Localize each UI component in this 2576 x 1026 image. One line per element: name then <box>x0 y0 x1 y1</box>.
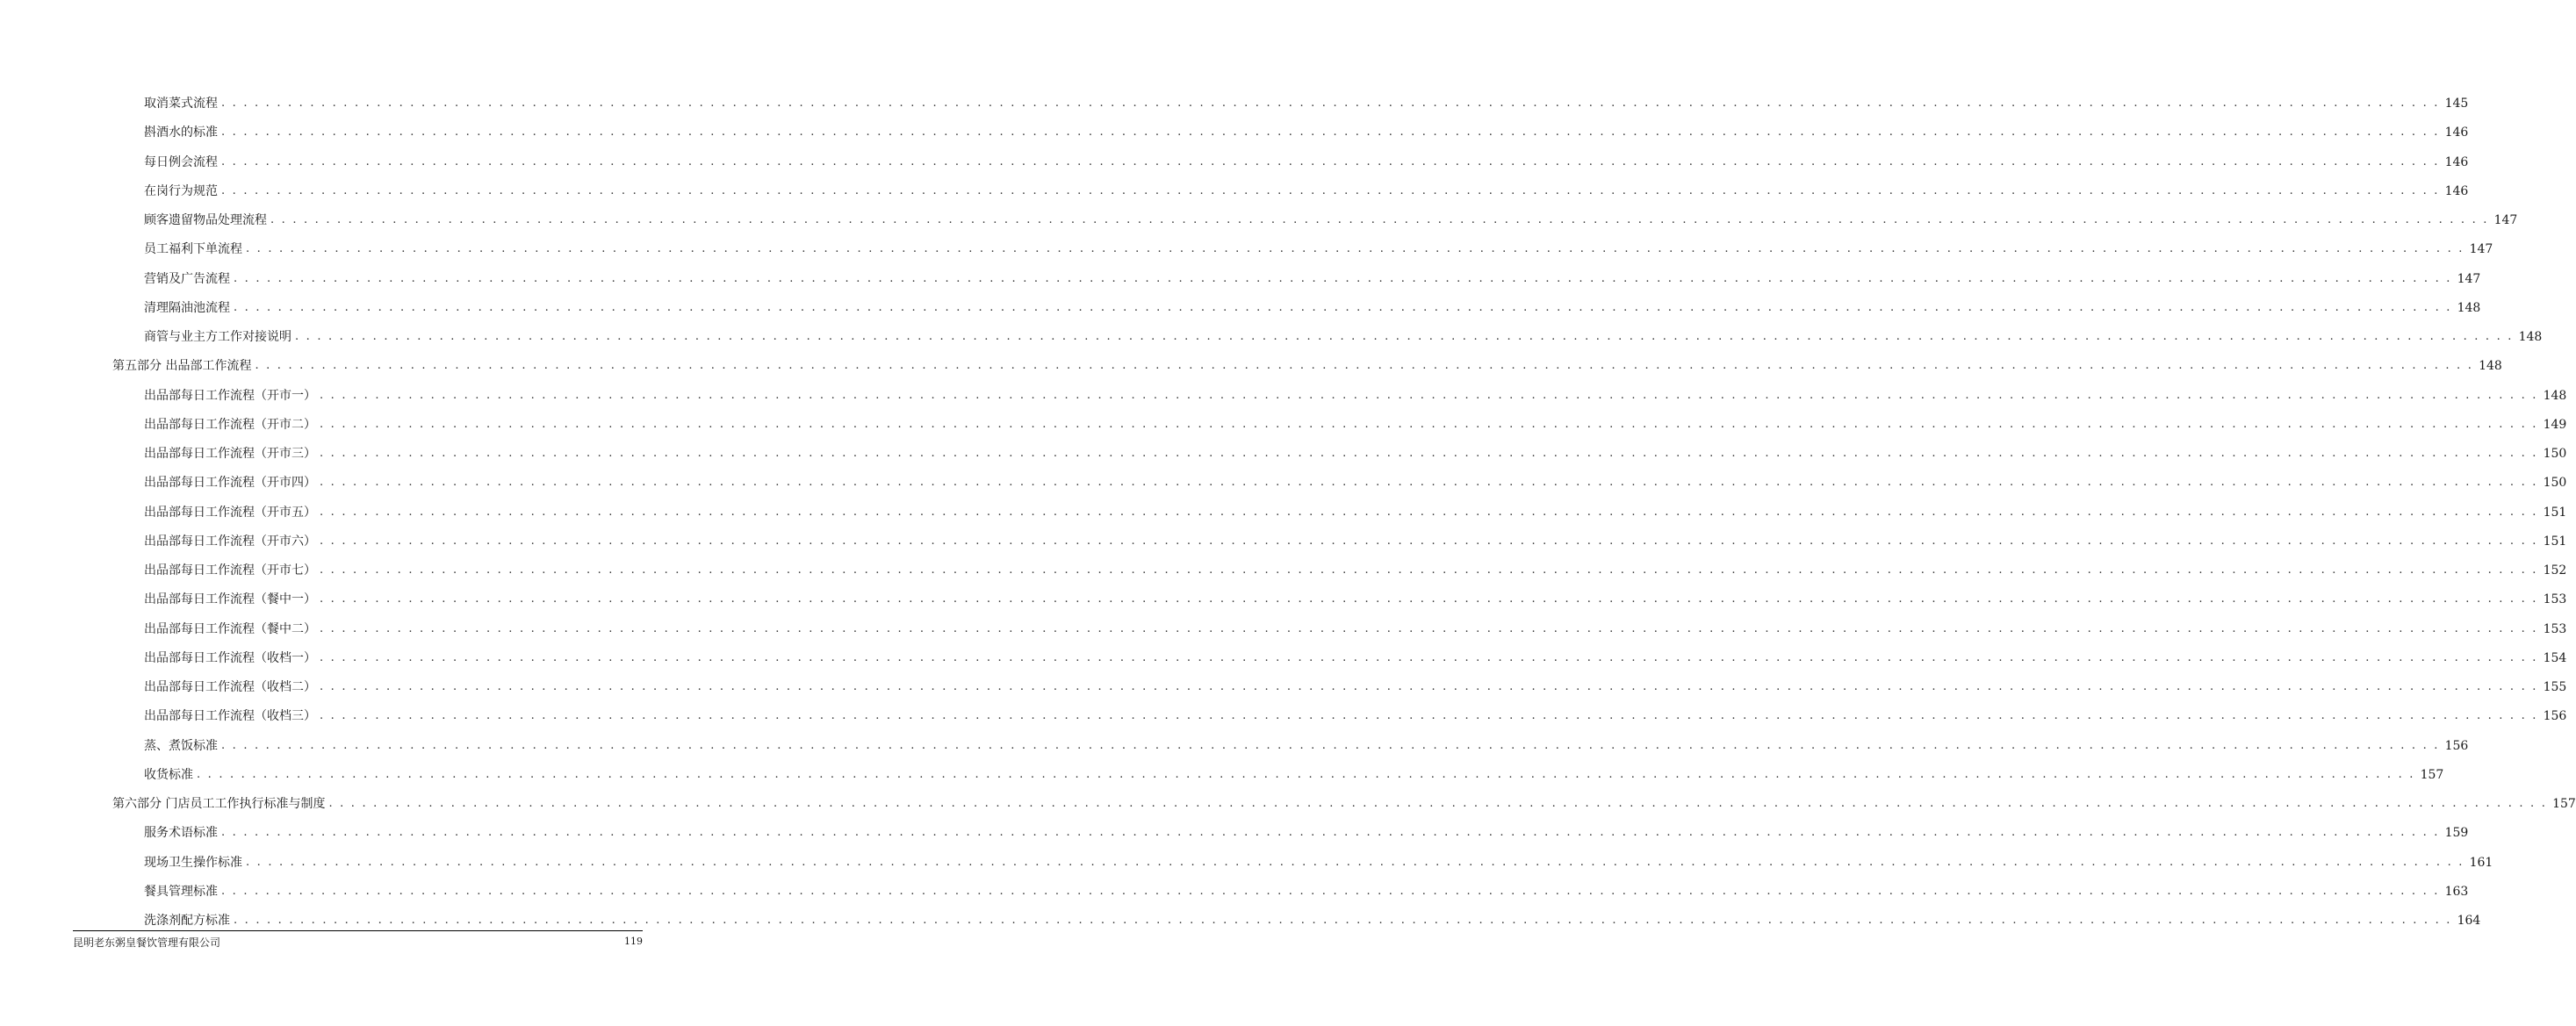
toc-entry-page: 154 <box>2543 650 2567 665</box>
toc-entry-page: 145 <box>2444 97 2469 111</box>
toc-entry-title: 出品部每日工作流程（开市六） <box>144 534 316 549</box>
toc-entry-title: 第五部分 出品部工作流程 <box>112 359 252 374</box>
toc-dot-leader: . . . . . . . . . . . . . . . . . . . . . . . . . . . . . . . . . . . . . . . . . . . . . . . . . . . . . . . . . . . . . . . . . . . . . . . . . . . . . . . . . . . . . . . . . . . . . . . . . . . . . . . . . . . . . . . . . . . . . . . . . . . . . . . . . . . . . . . . . . . . . . . . . . . . . . . . . . . . . . . . . . . . . . . . . . . . . . . . . . . . . . . . . . . . . . . . . . . . . . . . <box>246 242 2464 256</box>
toc-entry-page: 153 <box>2543 621 2567 636</box>
toc-entry-title: 清理隔油池流程 <box>144 300 230 315</box>
toc-dot-leader: . . . . . . . . . . . . . . . . . . . . . . . . . . . . . . . . . . . . . . . . . . . . . . . . . . . . . . . . . . . . . . . . . . . . . . . . . . . . . . . . . . . . . . . . . . . . . . . . . . . . . . . . . . . . . . . . . . . . . . . . . . . . . . . . . . . . . . . . . . . . . . . . . . . . . . . . . . . . . . . . . . . . . . . . . . . . . . . . . . . . . . . . . . . . . . . . . . . . . . . . <box>320 650 2538 664</box>
toc-entry-title: 在岗行为规范 <box>144 183 218 198</box>
toc-entry-title: 出品部每日工作流程（开市四） <box>144 476 316 491</box>
toc-entry-title: 斟酒水的标准 <box>144 126 218 140</box>
footer-company-name: 昆明老东粥皇餐饮管理有限公司 <box>73 936 221 949</box>
toc-entry[interactable] <box>144 618 2567 637</box>
toc-entry-title: 员工福利下单流程 <box>144 242 242 257</box>
toc-entry[interactable] <box>144 851 2493 871</box>
toc-dot-leader: . . . . . . . . . . . . . . . . . . . . . . . . . . . . . . . . . . . . . . . . . . . . . . . . . . . . . . . . . . . . . . . . . . . . . . . . . . . . . . . . . . . . . . . . . . . . . . . . . . . . . . . . . . . . . . . . . . . . . . . . . . . . . . . . . . . . . . . . . . . . . . . . . . . . . . . . . . . . . . . . . . . . . . . . . . . . . . . . . . . . . . . . . . . . . . . . . . . . . . . . <box>320 534 2538 548</box>
toc-dot-leader: . . . . . . . . . . . . . . . . . . . . . . . . . . . . . . . . . . . . . . . . . . . . . . . . . . . . . . . . . . . . . . . . . . . . . . . . . . . . . . . . . . . . . . . . . . . . . . . . . . . . . . . . . . . . . . . . . . . . . . . . . . . . . . . . . . . . . . . . . . . . . . . . . . . . . . . . . . . . . . . . . . . . . . . . . . . . . . . . . . . . . . . . . . . . . . . . . . . . . . . . <box>270 213 2489 226</box>
toc-entry[interactable] <box>144 297 2481 316</box>
toc-entry-page: 150 <box>2543 476 2567 491</box>
toc-entry-title: 蒸、煮饭标准 <box>144 738 218 753</box>
toc-part-heading[interactable] <box>112 793 2576 812</box>
toc-entry[interactable] <box>144 764 2444 783</box>
toc-entry-page: 150 <box>2543 447 2567 461</box>
toc-entry[interactable] <box>144 442 2567 462</box>
toc-dot-leader: . . . . . . . . . . . . . . . . . . . . . . . . . . . . . . . . . . . . . . . . . . . . . . . . . . . . . . . . . . . . . . . . . . . . . . . . . . . . . . . . . . . . . . . . . . . . . . . . . . . . . . . . . . . . . . . . . . . . . . . . . . . . . . . . . . . . . . . . . . . . . . . . . . . . . . . . . . . . . . . . . . . . . . . . . . . . . . . . . . . . . . . . . . . . . . . . . . . . . . . . <box>320 621 2538 635</box>
toc-entry-page: 147 <box>2493 213 2518 227</box>
toc-entry-page: 157 <box>2552 797 2576 811</box>
toc-dot-leader: . . . . . . . . . . . . . . . . . . . . . . . . . . . . . . . . . . . . . . . . . . . . . . . . . . . . . . . . . . . . . . . . . . . . . . . . . . . . . . . . . . . . . . . . . . . . . . . . . . . . . . . . . . . . . . . . . . . . . . . . . . . . . . . . . . . . . . . . . . . . . . . . . . . . . . . . . . . . . . . . . . . . . . . . . . . . . . . . . . . . . . . . . . . . . . . . . . . . . . . . <box>295 330 2514 343</box>
toc-entry-title: 每日例会流程 <box>144 154 218 169</box>
toc-entry-title: 现场卫生操作标准 <box>144 855 242 870</box>
toc-entry-title: 收货标准 <box>144 767 193 782</box>
toc-entry[interactable] <box>144 647 2567 666</box>
toc-entry-title: 出品部每日工作流程（开市一） <box>144 388 316 403</box>
toc-entry-title: 洗涤剂配方标准 <box>144 914 230 928</box>
toc-entry-page: 159 <box>2444 826 2469 841</box>
toc-entry-page: 156 <box>2543 709 2567 724</box>
toc-dot-leader: . . . . . . . . . . . . . . . . . . . . . . . . . . . . . . . . . . . . . . . . . . . . . . . . . . . . . . . . . . . . . . . . . . . . . . . . . . . . . . . . . . . . . . . . . . . . . . . . . . . . . . . . . . . . . . . . . . . . . . . . . . . . . . . . . . . . . . . . . . . . . . . . . . . . . . . . . . . . . . . . . . . . . . . . . . . . . . . . . . . . . . . . . . . . . . . . . . . . . . . . <box>320 563 2538 577</box>
toc-entry[interactable] <box>144 209 2518 228</box>
toc-dot-leader: . . . . . . . . . . . . . . . . . . . . . . . . . . . . . . . . . . . . . . . . . . . . . . . . . . . . . . . . . . . . . . . . . . . . . . . . . . . . . . . . . . . . . . . . . . . . . . . . . . . . . . . . . . . . . . . . . . . . . . . . . . . . . . . . . . . . . . . . . . . . . . . . . . . . . . . . . . . . . . . . . . . . . . . . . . . . . . . . . . . . . . . . . . . . . . . . . . . . . . . . <box>221 97 2440 110</box>
toc-entry-page: 151 <box>2543 534 2567 549</box>
toc-entry-page: 147 <box>2457 271 2481 286</box>
toc-entry-title: 出品部每日工作流程（餐中二） <box>144 621 316 636</box>
toc-part-heading[interactable] <box>112 355 2502 374</box>
toc-entry[interactable] <box>144 471 2567 491</box>
toc-entry-page: 146 <box>2444 183 2469 198</box>
toc-dot-leader: . . . . . . . . . . . . . . . . . . . . . . . . . . . . . . . . . . . . . . . . . . . . . . . . . . . . . . . . . . . . . . . . . . . . . . . . . . . . . . . . . . . . . . . . . . . . . . . . . . . . . . . . . . . . . . . . . . . . . . . . . . . . . . . . . . . . . . . . . . . . . . . . . . . . . . . . . . . . . . . . . . . . . . . . . . . . . . . . . . . . . . . . . . . . . . . . . . . . . . . . <box>320 388 2538 402</box>
toc-entry-title: 出品部每日工作流程（开市二） <box>144 417 316 432</box>
toc-entry-page: 153 <box>2543 592 2567 607</box>
toc-dot-leader: . . . . . . . . . . . . . . . . . . . . . . . . . . . . . . . . . . . . . . . . . . . . . . . . . . . . . . . . . . . . . . . . . . . . . . . . . . . . . . . . . . . . . . . . . . . . . . . . . . . . . . . . . . . . . . . . . . . . . . . . . . . . . . . . . . . . . . . . . . . . . . . . . . . . . . . . . . . . . . . . . . . . . . . . . . . . . . . . . . . . . . . . . . . . . . . . . . . . . . . . <box>320 476 2538 490</box>
toc-entry-page: 156 <box>2444 738 2469 753</box>
toc-entry-title: 营销及广告流程 <box>144 271 230 286</box>
toc-dot-leader: . . . . . . . . . . . . . . . . . . . . . . . . . . . . . . . . . . . . . . . . . . . . . . . . . . . . . . . . . . . . . . . . . . . . . . . . . . . . . . . . . . . . . . . . . . . . . . . . . . . . . . . . . . . . . . . . . . . . . . . . . . . . . . . . . . . . . . . . . . . . . . . . . . . . . . . . . . . . . . . . . . . . . . . . . . . . . . . . . . . . . . . . . . . . . . . . . . . . . . . . <box>320 680 2538 693</box>
toc-dot-leader: . . . . . . . . . . . . . . . . . . . . . . . . . . . . . . . . . . . . . . . . . . . . . . . . . . . . . . . . . . . . . . . . . . . . . . . . . . . . . . . . . . . . . . . . . . . . . . . . . . . . . . . . . . . . . . . . . . . . . . . . . . . . . . . . . . . . . . . . . . . . . . . . . . . . . . . . . . . . . . . . . . . . . . . . . . . . . . . . . . . . . . . . . . . . . . . . . . . . . . . . <box>234 271 2452 285</box>
toc-entry-page: 161 <box>2469 855 2493 870</box>
toc-entry[interactable] <box>144 92 2469 111</box>
toc-dot-leader: . . . . . . . . . . . . . . . . . . . . . . . . . . . . . . . . . . . . . . . . . . . . . . . . . . . . . . . . . . . . . . . . . . . . . . . . . . . . . . . . . . . . . . . . . . . . . . . . . . . . . . . . . . . . . . . . . . . . . . . . . . . . . . . . . . . . . . . . . . . . . . . . . . . . . . . . . . . . . . . . . . . . . . . . . . . . . . . . . . . . . . . . . . . . . . . . . . . . . . . . <box>221 884 2440 898</box>
toc-dot-leader: . . . . . . . . . . . . . . . . . . . . . . . . . . . . . . . . . . . . . . . . . . . . . . . . . . . . . . . . . . . . . . . . . . . . . . . . . . . . . . . . . . . . . . . . . . . . . . . . . . . . . . . . . . . . . . . . . . . . . . . . . . . . . . . . . . . . . . . . . . . . . . . . . . . . . . . . . . . . . . . . . . . . . . . . . . . . . . . . . . . . . . . . . . . . . . . . . . . . . . . . <box>221 738 2440 752</box>
toc-dot-leader: . . . . . . . . . . . . . . . . . . . . . . . . . . . . . . . . . . . . . . . . . . . . . . . . . . . . . . . . . . . . . . . . . . . . . . . . . . . . . . . . . . . . . . . . . . . . . . . . . . . . . . . . . . . . . . . . . . . . . . . . . . . . . . . . . . . . . . . . . . . . . . . . . . . . . . . . . . . . . . . . . . . . . . . . . . . . . . . . . . . . . . . . . . . . . . . . . . . . . . . . <box>255 359 2474 373</box>
toc-entry[interactable] <box>144 880 2469 900</box>
toc-entry-title: 出品部每日工作流程（开市三） <box>144 447 316 461</box>
toc-entry-page: 147 <box>2469 242 2493 257</box>
toc-entry[interactable] <box>144 501 2567 520</box>
toc-entry[interactable] <box>144 822 2469 841</box>
toc-entry-title: 出品部每日工作流程（餐中一） <box>144 592 316 607</box>
toc-entry-title: 餐具管理标准 <box>144 884 218 899</box>
toc-dot-leader: . . . . . . . . . . . . . . . . . . . . . . . . . . . . . . . . . . . . . . . . . . . . . . . . . . . . . . . . . . . . . . . . . . . . . . . . . . . . . . . . . . . . . . . . . . . . . . . . . . . . . . . . . . . . . . . . . . . . . . . . . . . . . . . . . . . . . . . . . . . . . . . . . . . . . . . . . . . . . . . . . . . . . . . . . . . . . . . . . . . . . . . . . . . . . . . . . . . . . . . . <box>246 855 2464 869</box>
toc-entry-page: 148 <box>2518 330 2543 344</box>
toc-dot-leader: . . . . . . . . . . . . . . . . . . . . . . . . . . . . . . . . . . . . . . . . . . . . . . . . . . . . . . . . . . . . . . . . . . . . . . . . . . . . . . . . . . . . . . . . . . . . . . . . . . . . . . . . . . . . . . . . . . . . . . . . . . . . . . . . . . . . . . . . . . . . . . . . . . . . . . . . . . . . . . . . . . . . . . . . . . . . . . . . . . . . . . . . . . . . . . . . . . . . . . . . <box>197 767 2415 781</box>
toc-entry[interactable] <box>144 705 2567 724</box>
toc-dot-leader: . . . . . . . . . . . . . . . . . . . . . . . . . . . . . . . . . . . . . . . . . . . . . . . . . . . . . . . . . . . . . . . . . . . . . . . . . . . . . . . . . . . . . . . . . . . . . . . . . . . . . . . . . . . . . . . . . . . . . . . . . . . . . . . . . . . . . . . . . . . . . . . . . . . . . . . . . . . . . . . . . . . . . . . . . . . . . . . . . . . . . . . . . . . . . . . . . . . . . . . . <box>234 914 2452 927</box>
toc-entry-title: 商管与业主方工作对接说明 <box>144 330 291 344</box>
toc-dot-leader: . . . . . . . . . . . . . . . . . . . . . . . . . . . . . . . . . . . . . . . . . . . . . . . . . . . . . . . . . . . . . . . . . . . . . . . . . . . . . . . . . . . . . . . . . . . . . . . . . . . . . . . . . . . . . . . . . . . . . . . . . . . . . . . . . . . . . . . . . . . . . . . . . . . . . . . . . . . . . . . . . . . . . . . . . . . . . . . . . . . . . . . . . . . . . . . . . . . . . . . . <box>320 447 2538 460</box>
toc-dot-leader: . . . . . . . . . . . . . . . . . . . . . . . . . . . . . . . . . . . . . . . . . . . . . . . . . . . . . . . . . . . . . . . . . . . . . . . . . . . . . . . . . . . . . . . . . . . . . . . . . . . . . . . . . . . . . . . . . . . . . . . . . . . . . . . . . . . . . . . . . . . . . . . . . . . . . . . . . . . . . . . . . . . . . . . . . . . . . . . . . . . . . . . . . . . . . . . . . . . . . . . . <box>221 826 2440 840</box>
toc-entry[interactable] <box>144 384 2567 404</box>
toc-entry[interactable] <box>144 530 2567 549</box>
toc-dot-leader: . . . . . . . . . . . . . . . . . . . . . . . . . . . . . . . . . . . . . . . . . . . . . . . . . . . . . . . . . . . . . . . . . . . . . . . . . . . . . . . . . . . . . . . . . . . . . . . . . . . . . . . . . . . . . . . . . . . . . . . . . . . . . . . . . . . . . . . . . . . . . . . . . . . . . . . . . . . . . . . . . . . . . . . . . . . . . . . . . . . . . . . . . . . . . . . . . . . . . . . . <box>328 797 2548 810</box>
toc-entry[interactable] <box>144 413 2567 433</box>
toc-entry-page: 163 <box>2444 884 2469 899</box>
toc-entry-title: 出品部每日工作流程（开市七） <box>144 563 316 578</box>
toc-entry-page: 148 <box>2457 300 2481 315</box>
toc-entry-page: 157 <box>2420 767 2444 782</box>
toc-dot-leader: . . . . . . . . . . . . . . . . . . . . . . . . . . . . . . . . . . . . . . . . . . . . . . . . . . . . . . . . . . . . . . . . . . . . . . . . . . . . . . . . . . . . . . . . . . . . . . . . . . . . . . . . . . . . . . . . . . . . . . . . . . . . . . . . . . . . . . . . . . . . . . . . . . . . . . . . . . . . . . . . . . . . . . . . . . . . . . . . . . . . . . . . . . . . . . . . . . . . . . . . <box>221 126 2440 140</box>
toc-entry-title: 第六部分 门店员工工作执行标准与制度 <box>112 797 326 811</box>
toc-entry-page: 148 <box>2479 359 2502 374</box>
toc-entry-page: 151 <box>2543 505 2567 520</box>
toc-entry[interactable] <box>144 559 2567 578</box>
toc-entry[interactable] <box>144 238 2493 257</box>
toc-entry[interactable] <box>144 909 2481 929</box>
toc-entry-title: 出品部每日工作流程（收档三） <box>144 709 316 724</box>
toc-entry[interactable] <box>144 151 2469 170</box>
toc-entry-title: 取消菜式流程 <box>144 97 218 111</box>
toc-entry[interactable] <box>144 121 2469 140</box>
toc-entry[interactable] <box>144 676 2567 695</box>
toc-entry-page: 148 <box>2543 388 2567 403</box>
toc-dot-leader: . . . . . . . . . . . . . . . . . . . . . . . . . . . . . . . . . . . . . . . . . . . . . . . . . . . . . . . . . . . . . . . . . . . . . . . . . . . . . . . . . . . . . . . . . . . . . . . . . . . . . . . . . . . . . . . . . . . . . . . . . . . . . . . . . . . . . . . . . . . . . . . . . . . . . . . . . . . . . . . . . . . . . . . . . . . . . . . . . . . . . . . . . . . . . . . . . . . . . . . . <box>234 300 2452 314</box>
toc-entry-title: 服务术语标准 <box>144 826 218 841</box>
toc-dot-leader: . . . . . . . . . . . . . . . . . . . . . . . . . . . . . . . . . . . . . . . . . . . . . . . . . . . . . . . . . . . . . . . . . . . . . . . . . . . . . . . . . . . . . . . . . . . . . . . . . . . . . . . . . . . . . . . . . . . . . . . . . . . . . . . . . . . . . . . . . . . . . . . . . . . . . . . . . . . . . . . . . . . . . . . . . . . . . . . . . . . . . . . . . . . . . . . . . . . . . . . . <box>221 154 2440 169</box>
toc-dot-leader: . . . . . . . . . . . . . . . . . . . . . . . . . . . . . . . . . . . . . . . . . . . . . . . . . . . . . . . . . . . . . . . . . . . . . . . . . . . . . . . . . . . . . . . . . . . . . . . . . . . . . . . . . . . . . . . . . . . . . . . . . . . . . . . . . . . . . . . . . . . . . . . . . . . . . . . . . . . . . . . . . . . . . . . . . . . . . . . . . . . . . . . . . . . . . . . . . . . . . . . . <box>320 709 2538 723</box>
toc-entry-title: 顾客遗留物品处理流程 <box>144 213 267 227</box>
toc-entry-page: 152 <box>2543 563 2567 578</box>
toc-entry-title: 出品部每日工作流程（收档一） <box>144 650 316 665</box>
footer-page-number: 119 <box>624 936 643 947</box>
toc-entry-page: 146 <box>2444 126 2469 140</box>
toc-entry-page: 146 <box>2444 154 2469 169</box>
toc-dot-leader: . . . . . . . . . . . . . . . . . . . . . . . . . . . . . . . . . . . . . . . . . . . . . . . . . . . . . . . . . . . . . . . . . . . . . . . . . . . . . . . . . . . . . . . . . . . . . . . . . . . . . . . . . . . . . . . . . . . . . . . . . . . . . . . . . . . . . . . . . . . . . . . . . . . . . . . . . . . . . . . . . . . . . . . . . . . . . . . . . . . . . . . . . . . . . . . . . . . . . . . . <box>221 183 2440 197</box>
toc-dot-leader: . . . . . . . . . . . . . . . . . . . . . . . . . . . . . . . . . . . . . . . . . . . . . . . . . . . . . . . . . . . . . . . . . . . . . . . . . . . . . . . . . . . . . . . . . . . . . . . . . . . . . . . . . . . . . . . . . . . . . . . . . . . . . . . . . . . . . . . . . . . . . . . . . . . . . . . . . . . . . . . . . . . . . . . . . . . . . . . . . . . . . . . . . . . . . . . . . . . . . . . . <box>320 592 2538 606</box>
toc-entry-page: 149 <box>2543 417 2567 432</box>
toc-entry[interactable] <box>144 180 2469 199</box>
toc-entry[interactable] <box>144 268 2481 287</box>
toc-entry[interactable] <box>144 735 2469 754</box>
toc-entry-page: 164 <box>2457 914 2481 928</box>
toc-entry-page: 155 <box>2543 680 2567 694</box>
footer-divider <box>73 930 643 931</box>
toc-entry[interactable] <box>144 326 2543 345</box>
toc-dot-leader: . . . . . . . . . . . . . . . . . . . . . . . . . . . . . . . . . . . . . . . . . . . . . . . . . . . . . . . . . . . . . . . . . . . . . . . . . . . . . . . . . . . . . . . . . . . . . . . . . . . . . . . . . . . . . . . . . . . . . . . . . . . . . . . . . . . . . . . . . . . . . . . . . . . . . . . . . . . . . . . . . . . . . . . . . . . . . . . . . . . . . . . . . . . . . . . . . . . . . . . . <box>320 505 2538 519</box>
toc-entry[interactable] <box>144 588 2567 607</box>
toc-entry-title: 出品部每日工作流程（开市五） <box>144 505 316 520</box>
toc-dot-leader: . . . . . . . . . . . . . . . . . . . . . . . . . . . . . . . . . . . . . . . . . . . . . . . . . . . . . . . . . . . . . . . . . . . . . . . . . . . . . . . . . . . . . . . . . . . . . . . . . . . . . . . . . . . . . . . . . . . . . . . . . . . . . . . . . . . . . . . . . . . . . . . . . . . . . . . . . . . . . . . . . . . . . . . . . . . . . . . . . . . . . . . . . . . . . . . . . . . . . . . . <box>320 417 2538 431</box>
toc-entry-title: 出品部每日工作流程（收档二） <box>144 680 316 694</box>
